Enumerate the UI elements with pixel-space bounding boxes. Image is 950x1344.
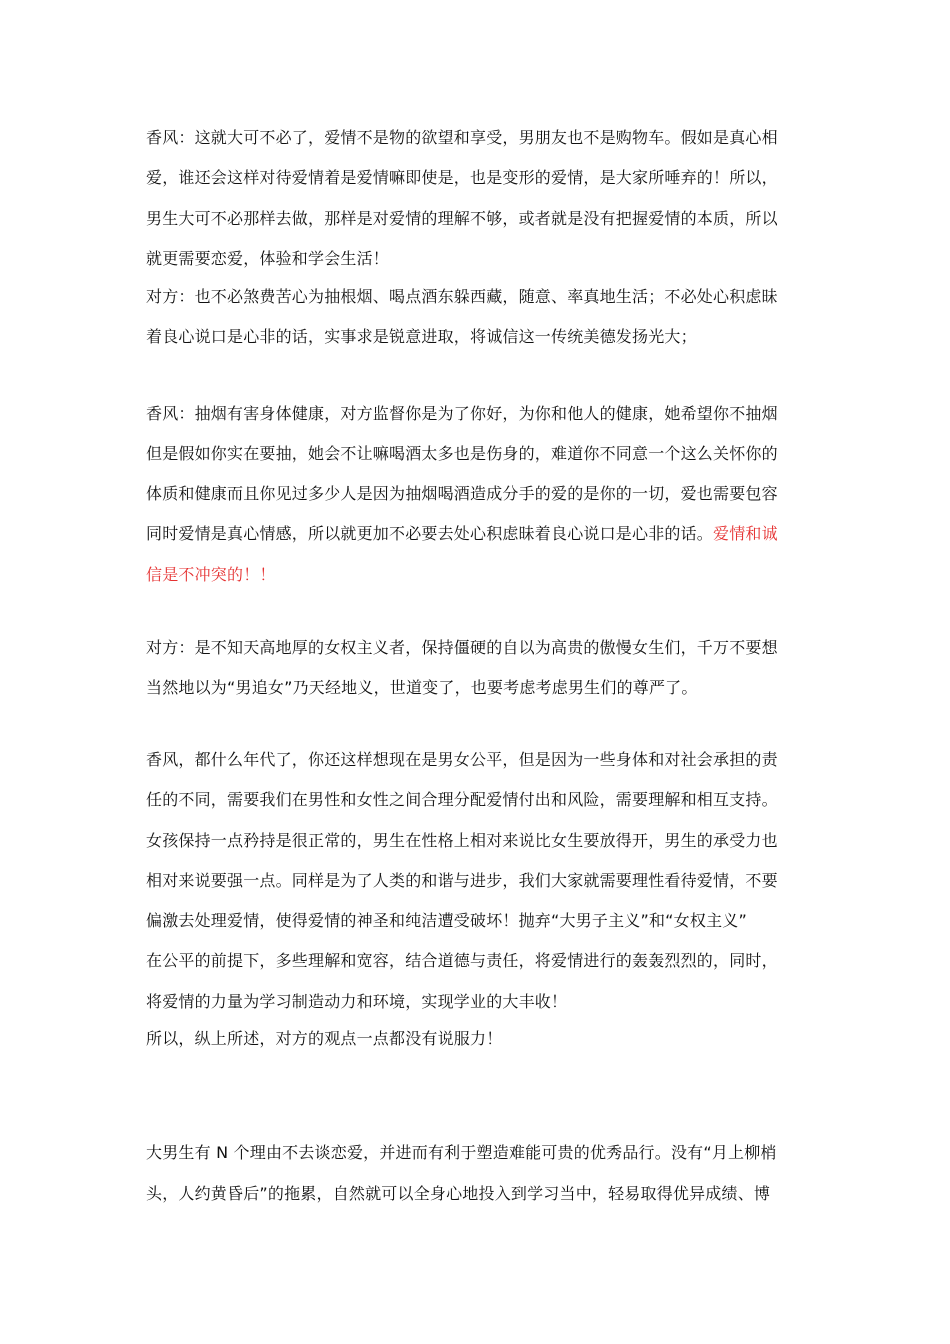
paragraph-line: 香风：抽烟有害身体健康，对方监督你是为了你好，为你和他人的健康，她希望你不抽烟 xyxy=(146,404,778,423)
paragraph-line: 就更需要恋爱，体验和学会生活！ xyxy=(146,249,390,268)
paragraph-line: 女孩保持一点矜持是很正常的，男生在性格上相对来说比女生要放得开，男生的承受力也 xyxy=(146,831,778,850)
paragraph-line: 香风：这就大可不必了，爱情不是物的欲望和享受，男朋友也不是购物车。假如是真心相 xyxy=(146,128,778,147)
paragraph-line: 当然地以为“男追女”乃天经地义，世道变了，也要考虑考虑男生们的尊严了。 xyxy=(146,678,698,697)
paragraph-line: 但是假如你实在要抽，她会不让嘛喝酒太多也是伤身的，难道你不同意一个这么关怀你的 xyxy=(146,444,778,463)
paragraph-line-mixed xyxy=(146,523,778,545)
paragraph-line: 将爱情的力量为学习制造动力和环境，实现学业的大丰收！ xyxy=(146,992,568,1011)
paragraph-line: 男生大可不必那样去做，那样是对爱情的理解不够，或者就是没有把握爱情的本质，所以 xyxy=(146,209,778,228)
paragraph-text: 同时爱情是真心情感，所以就更加不必要去处心积虑昧着良心说口是心非的话。 xyxy=(146,524,714,543)
paragraph-line: 爱，谁还会这样对待爱情着是爱情嘛即使是，也是变形的爱情，是大家所唾弃的！所以， xyxy=(146,168,778,187)
highlighted-text: 信是不冲突的！！ xyxy=(146,565,276,584)
paragraph-line: 偏激去处理爱情，使得爱情的神圣和纯洁遭受破坏！抛弃“大男子主义”和“女权主义” xyxy=(146,911,747,930)
paragraph-line: 对方：也不必煞费苦心为抽根烟、喝点酒东躲西藏，随意、率真地生活；不必处心积虑昧 xyxy=(146,287,778,306)
highlighted-text: 爱情和诚 xyxy=(713,524,778,543)
paragraph-line: 着良心说口是心非的话，实事求是锐意进取，将诚信这一传统美德发扬光大； xyxy=(146,327,697,346)
paragraph-line: 香风，都什么年代了，你还这样想现在是男女公平，但是因为一些身体和对社会承担的责 xyxy=(146,750,778,769)
paragraph-line: 对方：是不知天高地厚的女权主义者，保持僵硬的自以为高贵的傲慢女生们，千万不要想 xyxy=(146,638,778,657)
paragraph-line: 任的不同，需要我们在男性和女性之间合理分配爱情付出和风险，需要理解和相互支持。 xyxy=(146,790,778,809)
paragraph-line: 体质和健康而且你见过多少人是因为抽烟喝酒造成分手的爱的是你的一切，爱也需要包容 xyxy=(146,484,778,503)
paragraph-line: 相对来说要强一点。同样是为了人类的和谐与进步，我们大家就需要理性看待爱情，不要 xyxy=(146,871,778,890)
paragraph-line: 头，人约黄昏后”的拖累，自然就可以全身心地投入到学习当中，轻易取得优异成绩、博 xyxy=(146,1184,771,1203)
paragraph-line: 所以，纵上所述，对方的观点一点都没有说服力！ xyxy=(146,1029,503,1048)
paragraph-line: 大男生有 N 个理由不去谈恋爱，并进而有利于塑造难能可贵的优秀品行。没有“月上柳梢 xyxy=(146,1143,777,1162)
paragraph-line: 在公平的前提下，多些理解和宽容，结合道德与责任，将爱情进行的轰轰烈烈的，同时， xyxy=(146,951,778,970)
